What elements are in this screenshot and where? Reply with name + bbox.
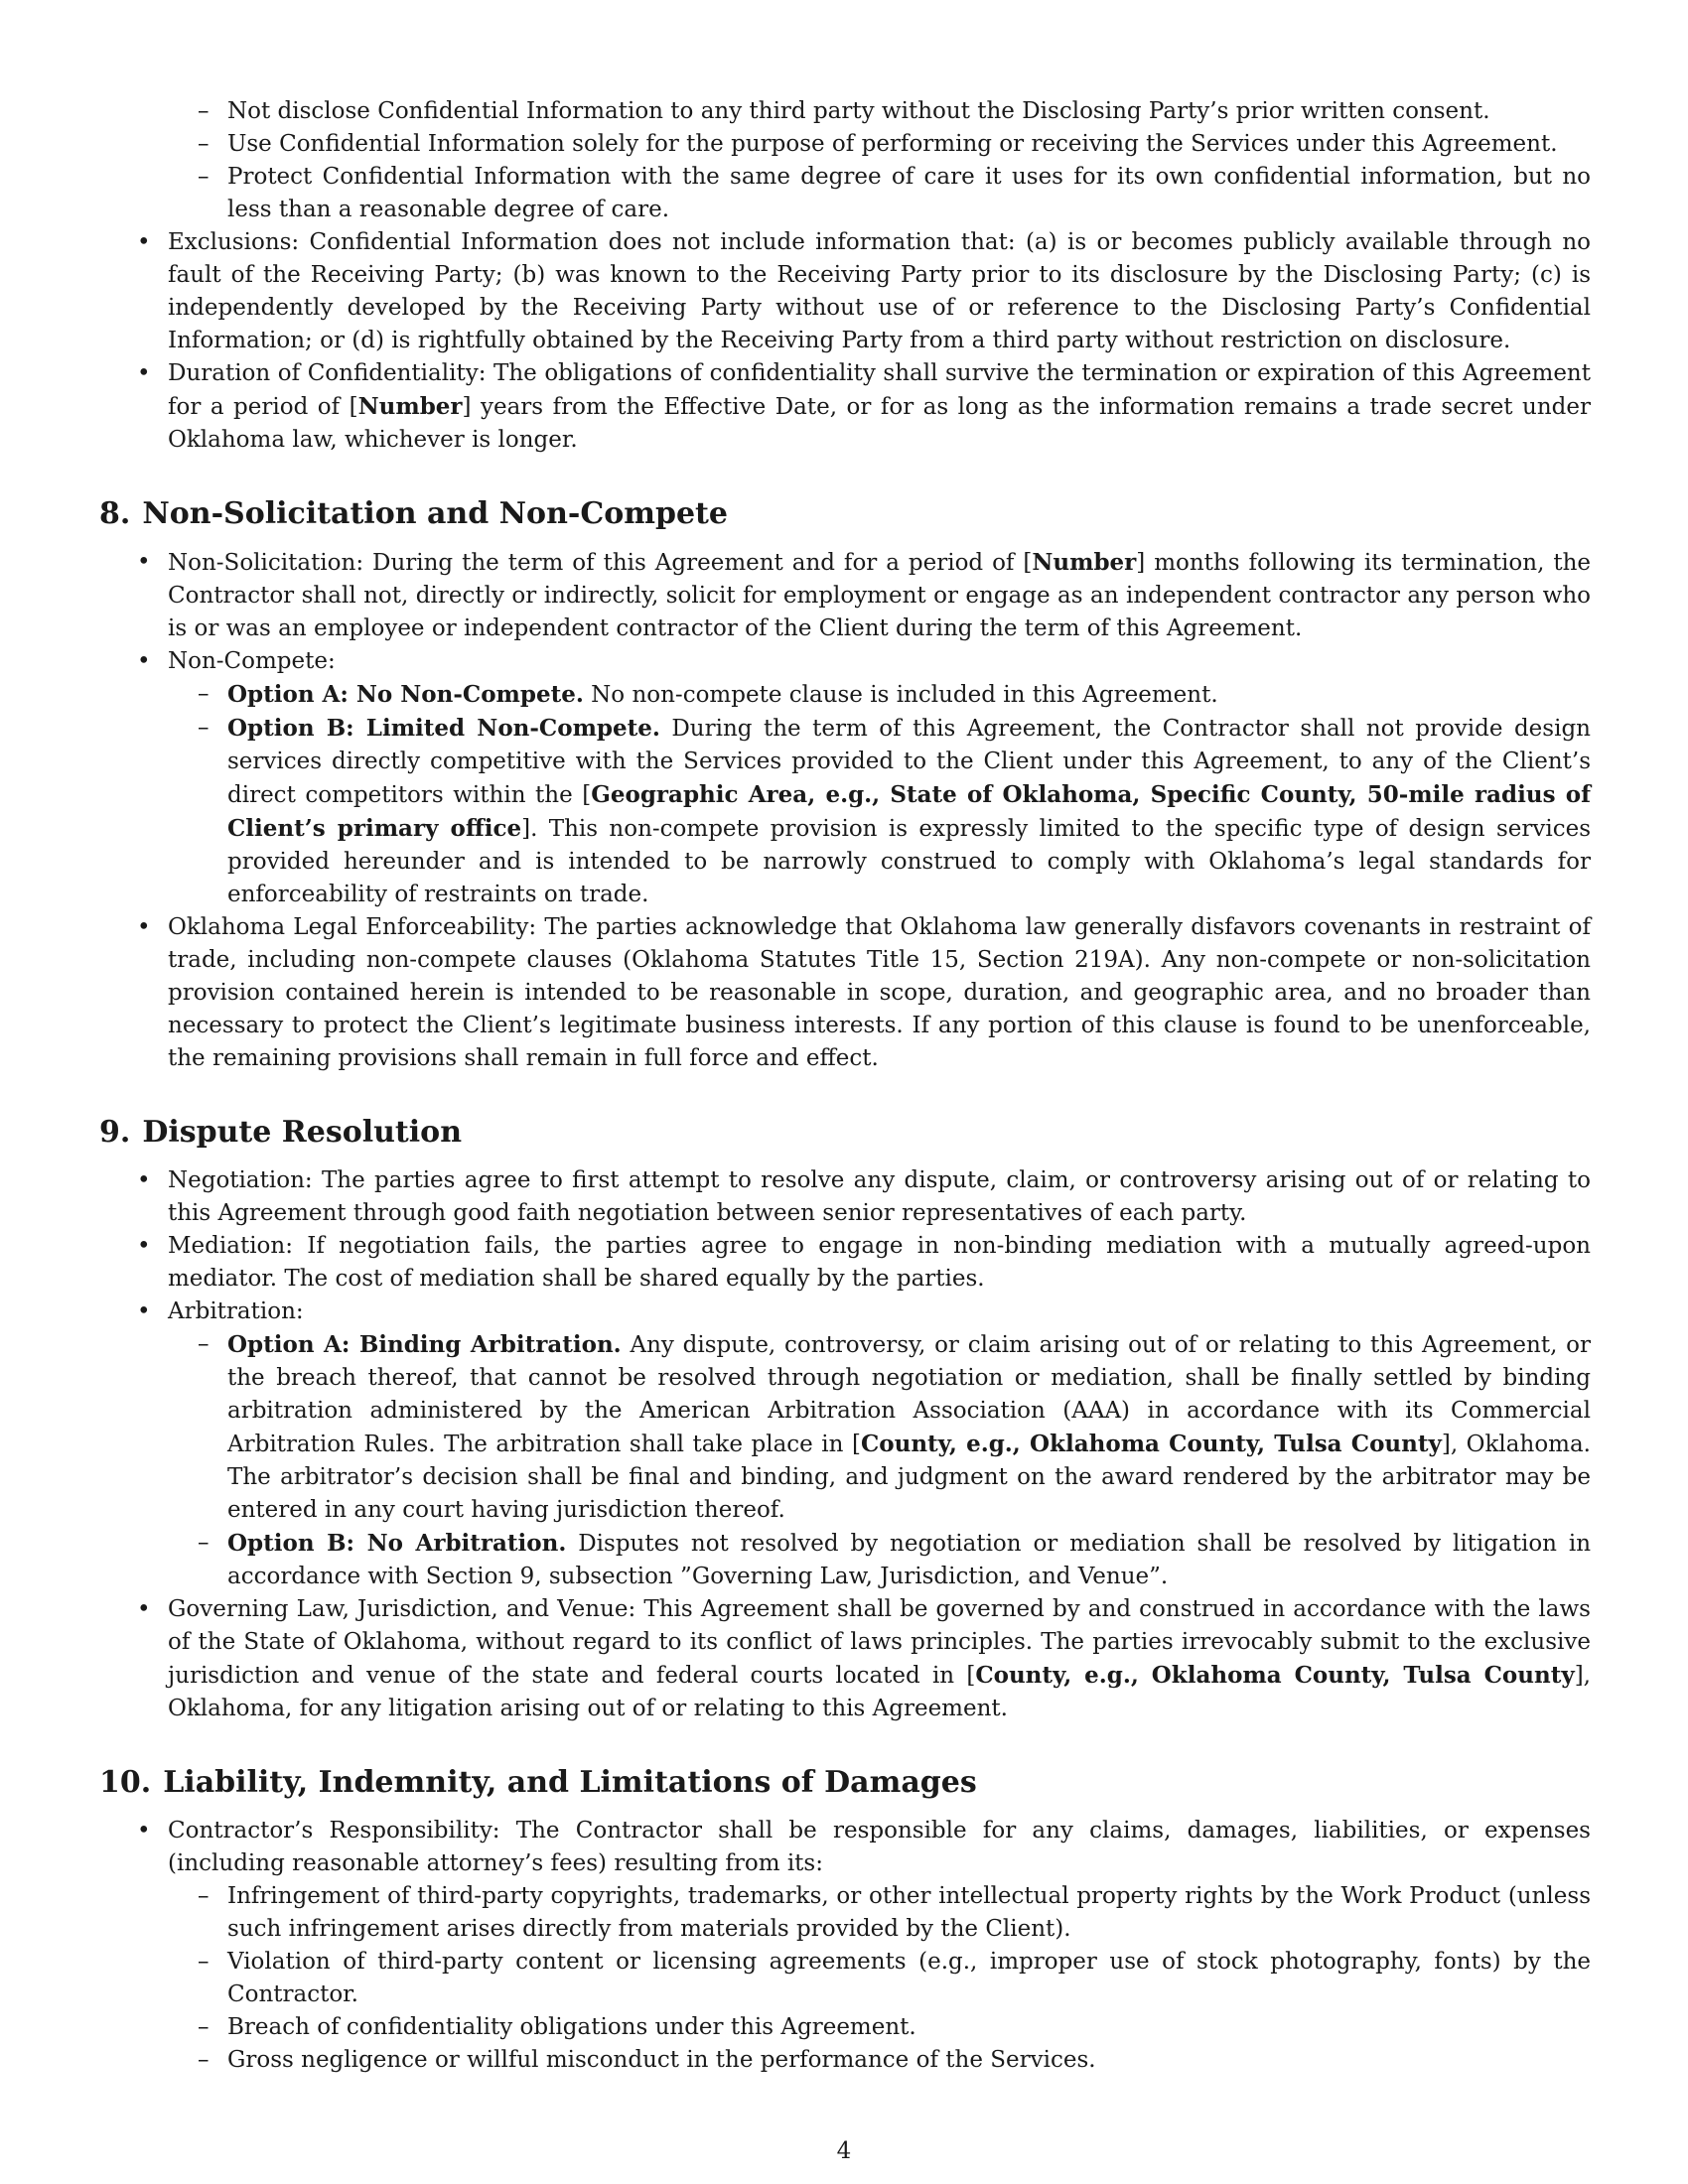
item-text: Negotiation: The parties agree to first attempt to resolve any dispute, claim, or controversy arising out of or relating to this Agreement through good faith negotiation between senior representatives of each party.	[168, 1167, 1591, 1226]
list-item	[99, 1815, 1591, 1880]
bold-text: Number	[357, 393, 463, 420]
sub-list-item	[99, 712, 1591, 911]
sub-list-item	[99, 1946, 1591, 2011]
bold-text: Option A: Binding Arbitration.	[227, 1331, 622, 1358]
section-title: Non-Solicitation and Non-Compete	[142, 496, 728, 531]
section	[99, 1115, 1591, 1725]
bold-text: Number	[1032, 549, 1137, 576]
section-title: Liability, Indemnity, and Limitations of Damages	[163, 1765, 977, 1800]
list-item	[99, 546, 1591, 645]
item-text: Any dispute, controversy, or claim arising out of or relating to this Agreement, or the breach thereof, that cannot be resolved through negotiation or mediation, shall be finally settled by binding arbitration administered by the American Arbitration Association (AAA) in accordance with its Commercial Arbitration Rules. The arbitration shall take place in [	[227, 1332, 1591, 1457]
section	[99, 496, 1591, 1075]
item-text: Duration of Confidentiality: The obligations of confidentiality shall survive the termination or expiration of this Agreement for a period of [	[168, 360, 1591, 420]
section-list	[99, 1815, 1591, 2077]
item-text: Violation of third-party content or licensing agreements (e.g., improper use of stock photography, fonts) by the Contractor.	[227, 1949, 1591, 2007]
bold-text: County, e.g., Oklahoma County, Tulsa County	[860, 1431, 1442, 1457]
document-page	[99, 95, 1591, 2077]
section-list	[99, 546, 1591, 1075]
sub-list-item	[99, 1328, 1591, 1527]
item-text: Protect Confidential Information with the same degree of care it uses for its own confidential information, but no less than a reasonable degree of care.	[227, 164, 1591, 222]
sub-list-item	[99, 678, 1591, 712]
section-title: Dispute Resolution	[142, 1115, 463, 1150]
section-heading	[99, 1115, 1591, 1151]
item-text: Breach of confidentiality obligations under this Agreement.	[227, 2014, 916, 2040]
item-text: Arbitration:	[168, 1298, 304, 1324]
bold-text: Option B: Limited Non-Compete.	[227, 715, 660, 742]
item-text: Gross negligence or willful misconduct in the performance of the Services.	[227, 2047, 1096, 2073]
sub-list-item	[99, 2011, 1591, 2044]
list-item	[99, 357, 1591, 457]
section-heading	[99, 1765, 1591, 1801]
confidentiality-list	[99, 95, 1591, 457]
section-heading	[99, 496, 1591, 532]
item-text: No non-compete clause is included in this Agreement.	[583, 682, 1218, 708]
sub-list-item	[99, 1527, 1591, 1593]
item-text: During the term of this Agreement, the Contractor shall not provide design services directly competitive with the Services provided to the Client under this Agreement, to any of the Client’s direct competitors within the [	[227, 716, 1591, 808]
sub-list-item	[99, 95, 1591, 128]
item-text: Oklahoma Legal Enforceability: The parties acknowledge that Oklahoma law generally disfavors covenants in restraint of trade, including non-compete clauses (Oklahoma Statutes Title 15, Section 219A). Any non-compete or non-solicitation provision contained herein is intended to be reasonable in scope, duration, and geographic area, and no broader than necessary to protect the Client’s legitimate business interests. If any portion of this clause is found to be unenforceable, the remaining provisions shall remain in full force and effect.	[168, 914, 1591, 1071]
section-number: 9.	[99, 1115, 131, 1150]
item-text: Disputes not resolved by negotiation or mediation shall be resolved by litigation in accordance with Section 9, subsection ”Governing Law, Jurisdiction, and Venue”.	[227, 1531, 1592, 1589]
item-text: ]. This non-compete provision is expressly limited to the specific type of design services provided hereunder and is intended to be narrowly construed to comply with Oklahoma’s legal standards for enforceability of restraints on trade.	[227, 816, 1591, 907]
item-text: Governing Law, Jurisdiction, and Venue: This Agreement shall be governed by and construed in accordance with the laws of the State of Oklahoma, without regard to its conflict of laws principles. The parties irrevocably submit to the exclusive jurisdiction and venue of the state and federal courts located in [	[168, 1596, 1591, 1689]
list-item	[99, 226, 1591, 357]
list-item	[99, 1296, 1591, 1328]
sub-list-item	[99, 2044, 1591, 2077]
list-item	[99, 645, 1591, 678]
bold-text: Geographic Area, e.g., State of Oklahoma, Specific County, 50-mile radius of Client’s primary office	[227, 781, 1591, 842]
item-text: ] years from the Effective Date, or for as long as the information remains a trade secret under Oklahoma law, whichever is longer.	[168, 394, 1591, 453]
item-text: Not disclose Confidential Information to any third party without the Disclosing Party’s prior written consent.	[227, 98, 1490, 124]
item-text: ] months following its termination, the Contractor shall not, directly or indirectly, solicit for employment or engage as an independent contractor any person who is or was an employee or independent contractor of the Client during the term of this Agreement.	[168, 550, 1591, 641]
list-item	[99, 1230, 1591, 1296]
item-text: ], Oklahoma, for any litigation arising out of or relating to this Agreement.	[168, 1663, 1591, 1721]
list-item	[99, 1593, 1591, 1725]
section-number: 10.	[99, 1765, 152, 1800]
sub-list-item	[99, 1880, 1591, 1946]
sub-list-item	[99, 161, 1591, 226]
section	[99, 1765, 1591, 2077]
item-text: Non-Compete:	[168, 648, 336, 674]
item-text: ], Oklahoma. The arbitrator’s decision shall be final and binding, and judgment on the award rendered by the arbitrator may be entered in any court having jurisdiction thereof.	[227, 1432, 1591, 1523]
bold-text: Option A: No Non-Compete.	[227, 681, 584, 708]
sections-container	[99, 496, 1591, 2077]
list-item	[99, 1164, 1591, 1230]
bold-text: County, e.g., Oklahoma County, Tulsa County	[975, 1662, 1575, 1689]
item-text: Mediation: If negotiation fails, the parties agree to engage in non-binding mediation with a mutually agreed-upon mediator. The cost of mediation shall be shared equally by the parties.	[168, 1233, 1591, 1292]
sub-list-item	[99, 128, 1591, 161]
item-text: Infringement of third-party copyrights, trademarks, or other intellectual property rights by the Work Product (unless such infringement arises directly from materials provided by the Client).	[227, 1883, 1591, 1942]
page-number: 4	[836, 2138, 852, 2164]
item-text: Contractor’s Responsibility: The Contractor shall be responsible for any claims, damages, liabilities, or expenses (including reasonable attorney’s fees) resulting from its:	[168, 1818, 1591, 1876]
item-text: Use Confidential Information solely for the purpose of performing or receiving the Services under this Agreement.	[227, 131, 1558, 157]
bold-text: Option B: No Arbitration.	[227, 1530, 567, 1557]
item-text: Non-Solicitation: During the term of this Agreement and for a period of [	[168, 550, 1033, 576]
section-number: 8.	[99, 496, 131, 531]
list-item	[99, 911, 1591, 1075]
item-text: Exclusions: Confidential Information does not include information that: (a) is or becomes publicly available through no fault of the Receiving Party; (b) was known to the Receiving Party prior to its disclosure by the Disclosing Party; (c) is independently developed by the Receiving Party without use of or reference to the Disclosing Party’s Confidential Information; or (d) is rightfully obtained by the Receiving Party from a third party without restriction on disclosure.	[168, 229, 1591, 353]
section-list	[99, 1164, 1591, 1725]
